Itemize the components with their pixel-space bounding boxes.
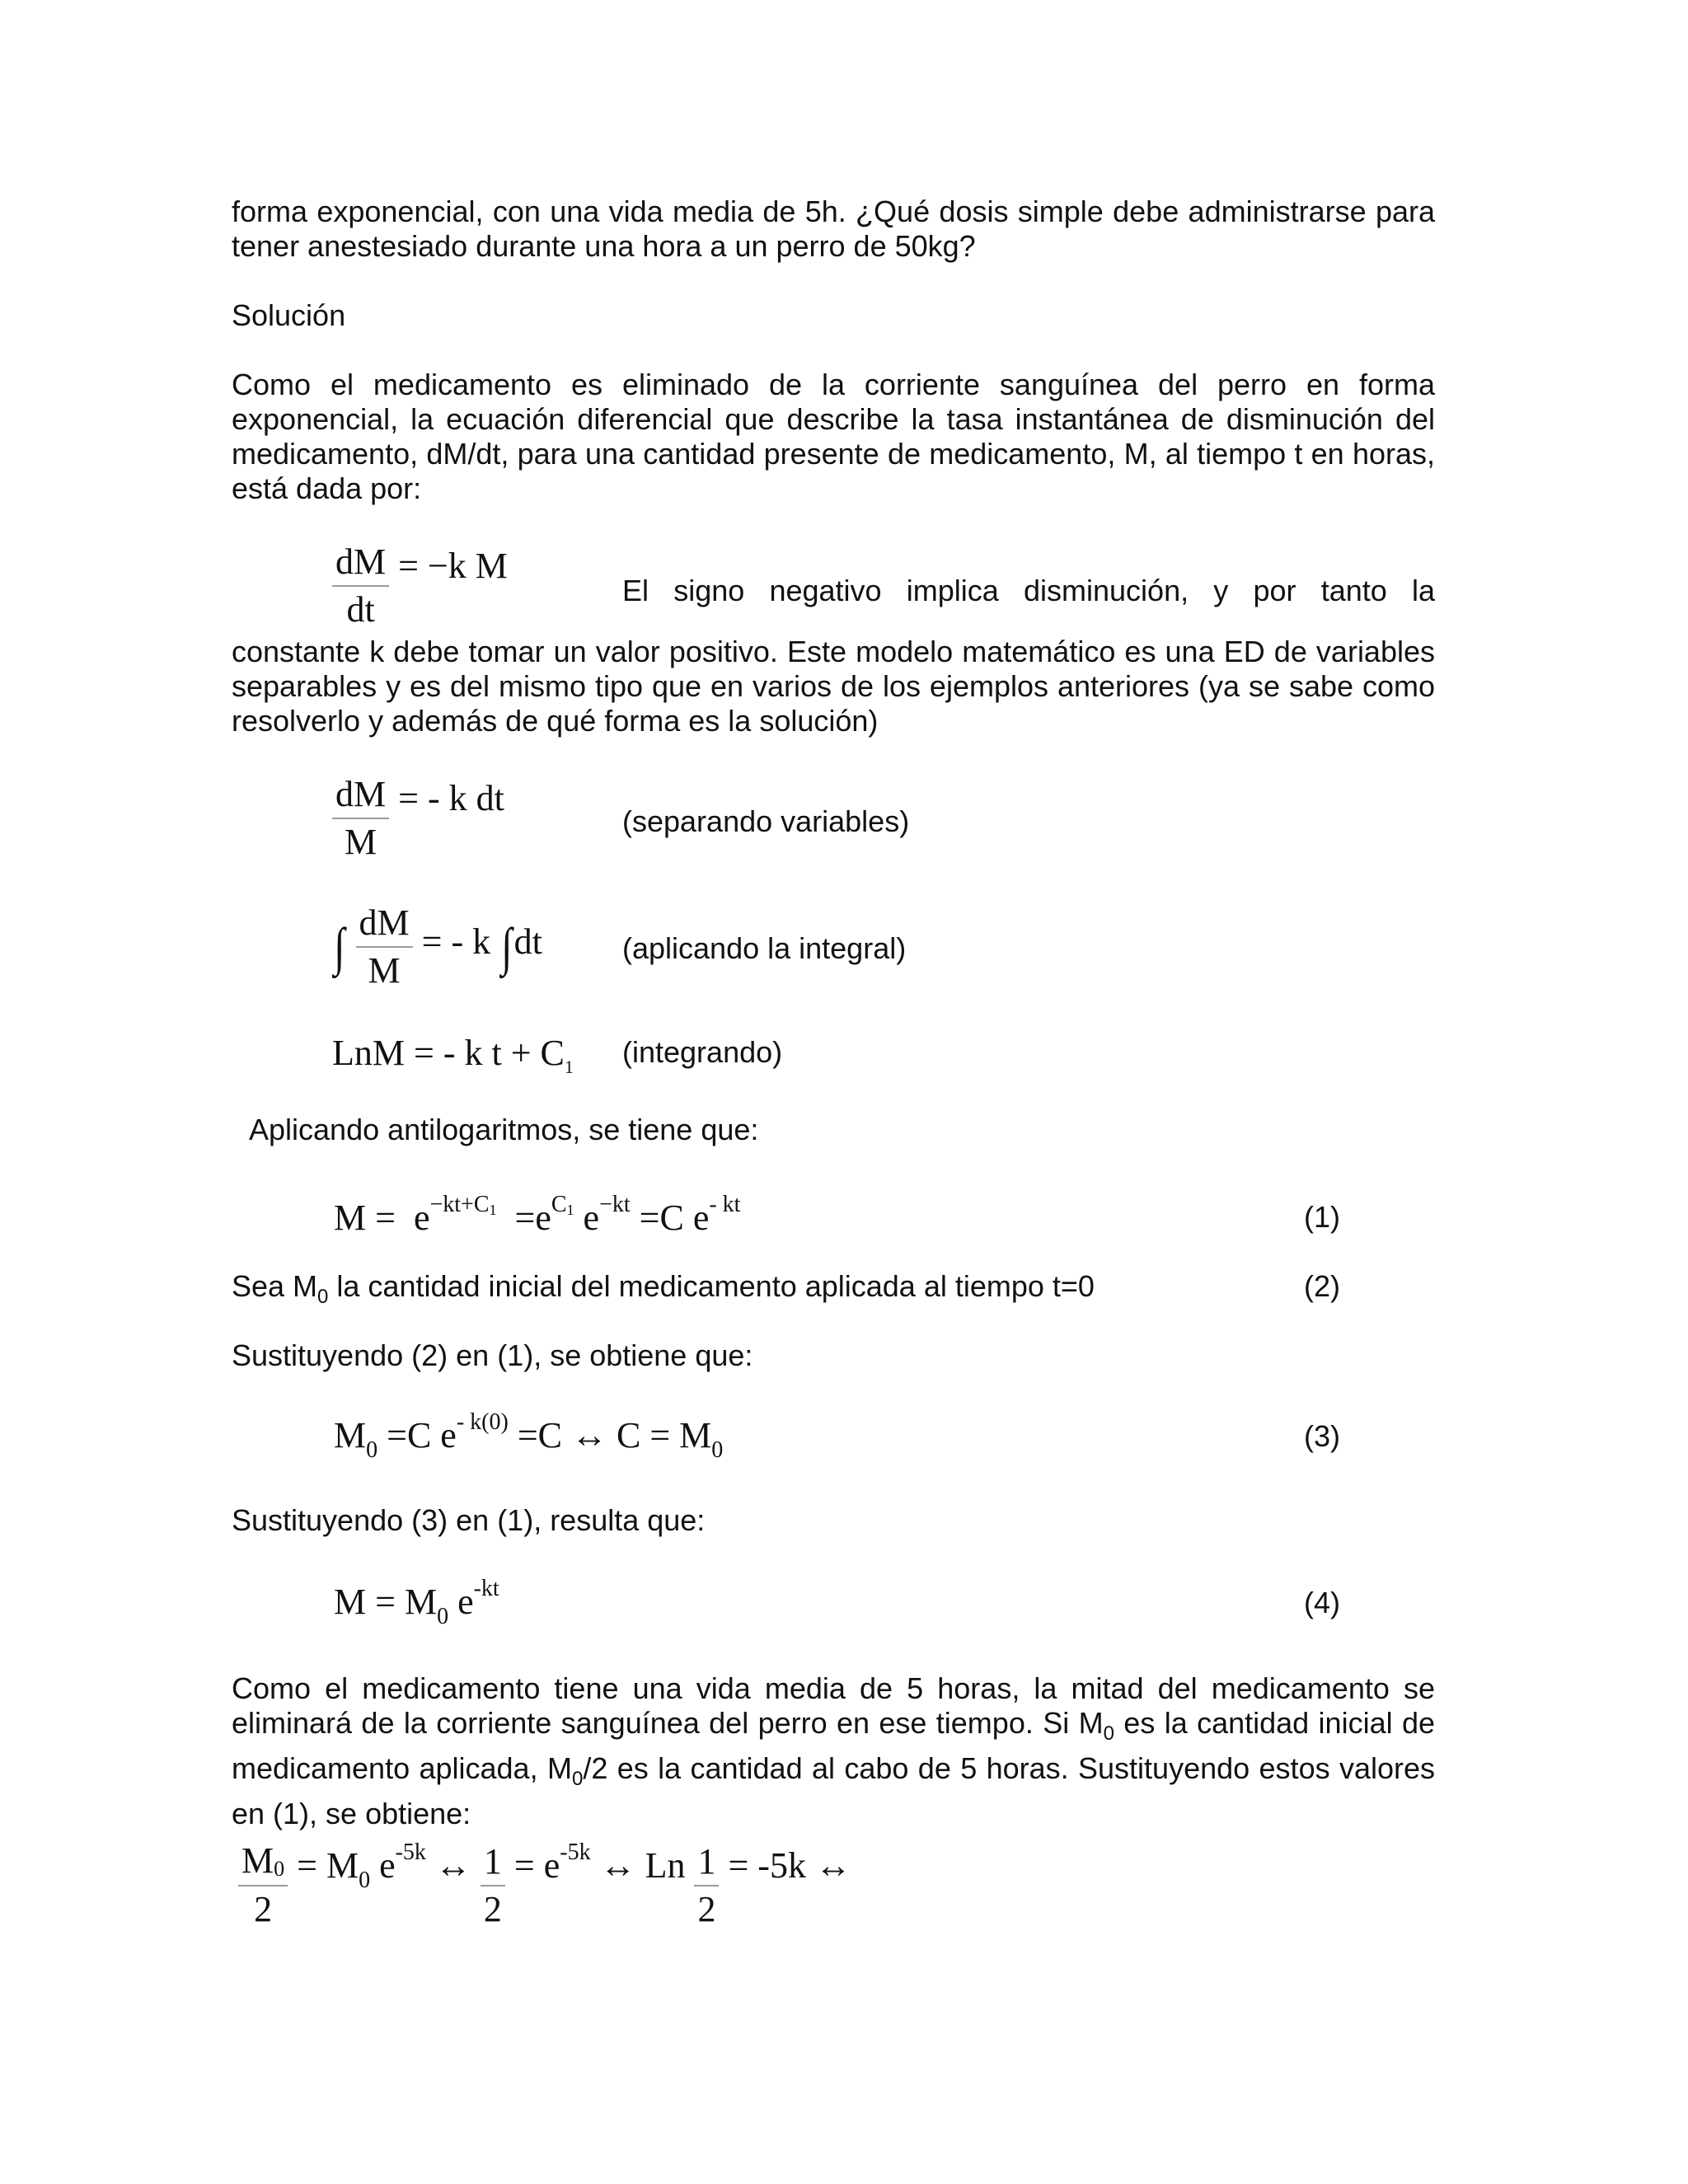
equation-half-life: $\frac{M0}{2}$ = $M_0$ $e^{-5k}$ ↔ $\frac{1}{2}$ = $e^{-5k}$ ↔ Ln $\frac{1}{2}$ = -5k ↔ [238,1843,851,1928]
fraction-1-2-ln: $\frac{1}{2}$ [694,1844,719,1928]
numerator: dM [335,774,387,814]
equation-3: $M_0 =C$ $e^{- k(0)} =C$ ↔ $C = M_0$ [334,1409,724,1463]
substitution-paragraph-1: Sustituyendo (2) en (1), se obtiene que: [232,1338,753,1372]
fraction-dm-m [332,776,389,860]
note-integrating: (integrando) [622,1035,783,1069]
integral-sign: ∫ [334,917,345,976]
equation-integral [332,902,542,991]
fraction-1-2: $\frac{1}{2}$ [481,1844,505,1928]
note-integral: (aplicando la integral) [622,931,907,965]
equation-separated [332,776,504,860]
fraction-dm-dt [332,541,389,630]
sign-note-rest: constante k debe tomar un valor positivo. Este modelo matemático es una ED de variables separables y es del mismo tipo que en varios de los ejemplos anteriores (ya se sabe como resolverlo y además de qué forma es la solución) [232,635,1435,738]
integral-sign-2: ∫ [501,917,513,976]
initial-condition-line [232,1269,1095,1315]
equation-rhs: = - k [421,921,491,963]
subscript-1: 1 [564,1057,574,1077]
fraction-bar [356,946,413,948]
note-separating: (separando variables) [622,804,910,838]
equation-integrated [332,1035,574,1076]
fraction-dm-m [356,902,413,991]
equation-rhs: = −k M [398,546,508,587]
numerator: dM [359,902,410,943]
sign-note-first-line: El signo negativo implica disminución, y por tanto la [622,574,1435,607]
fraction-bar [332,818,389,819]
text-part-c: /2 es la cantidad al cabo de 5 horas. Sustituyendo estos valores en (1), se obtiene: [232,1751,1436,1830]
text-part-a: Como el medicamento tiene una vida media de 5 horas, la mitad del medicamento se eliminará de la corriente sanguínea del perro en ese tiempo. Si M [232,1671,1435,1740]
text-part-a: Sea M [232,1269,318,1303]
dt-term: dt [513,921,542,963]
equation-1: $M = e^{-kt+C1} =e^{C1}$ $e^{-kt} =C$ $e^{- kt}$ [334,1192,741,1238]
subscript-0: 0 [317,1286,329,1308]
subscript-0: 0 [571,1768,584,1790]
solution-heading: Solución [232,298,346,332]
equation-lhs: LnM = - k t + C [332,1033,565,1073]
equation-tag-2: (2) [1304,1269,1340,1303]
equation-tag-1: (1) [1304,1200,1340,1234]
denominator: M [368,950,401,991]
equation-tag-4: (4) [1304,1586,1340,1619]
antilog-paragraph: Aplicando antilogaritmos, se tiene que: [249,1113,759,1146]
substitution-paragraph-2: Sustituyendo (3) en (1), resulta que: [232,1503,706,1537]
numerator: dM [335,541,387,582]
fraction-bar [332,585,389,587]
subscript-0: 0 [1103,1722,1114,1745]
text-part-b: la cantidad inicial del medicamento aplicada al tiempo t=0 [328,1269,1095,1303]
equation-tag-3: (3) [1304,1419,1340,1453]
intro-paragraph: forma exponencial, con una vida media de 5h. ¿Qué dosis simple debe administrarse para tener anestesiado durante una hora a un perro de 50kg? [232,194,1435,263]
text-part-b: es la cantidad inicial de medicamento aplicada, M [232,1706,1435,1785]
fraction-m0-2: $\frac{M0}{2}$ [238,1843,288,1928]
paragraph-ode-description: Como el medicamento es eliminado de la corriente sanguínea del perro en forma exponencial, la ecuación diferencial que describe la tasa instantánea de disminución del medicamento, dM/dt, para una cantidad presente de medicamento, M, al tiempo t en horas, está dada por: [232,368,1435,505]
equation-4: $M = M_0$ $e^{-kt}$ [334,1576,499,1629]
denominator: M [345,822,377,862]
equation-rhs: = - k dt [398,778,504,819]
half-life-paragraph [232,1671,1435,1831]
denominator: dt [346,589,375,630]
equation-dmdt [332,541,508,630]
